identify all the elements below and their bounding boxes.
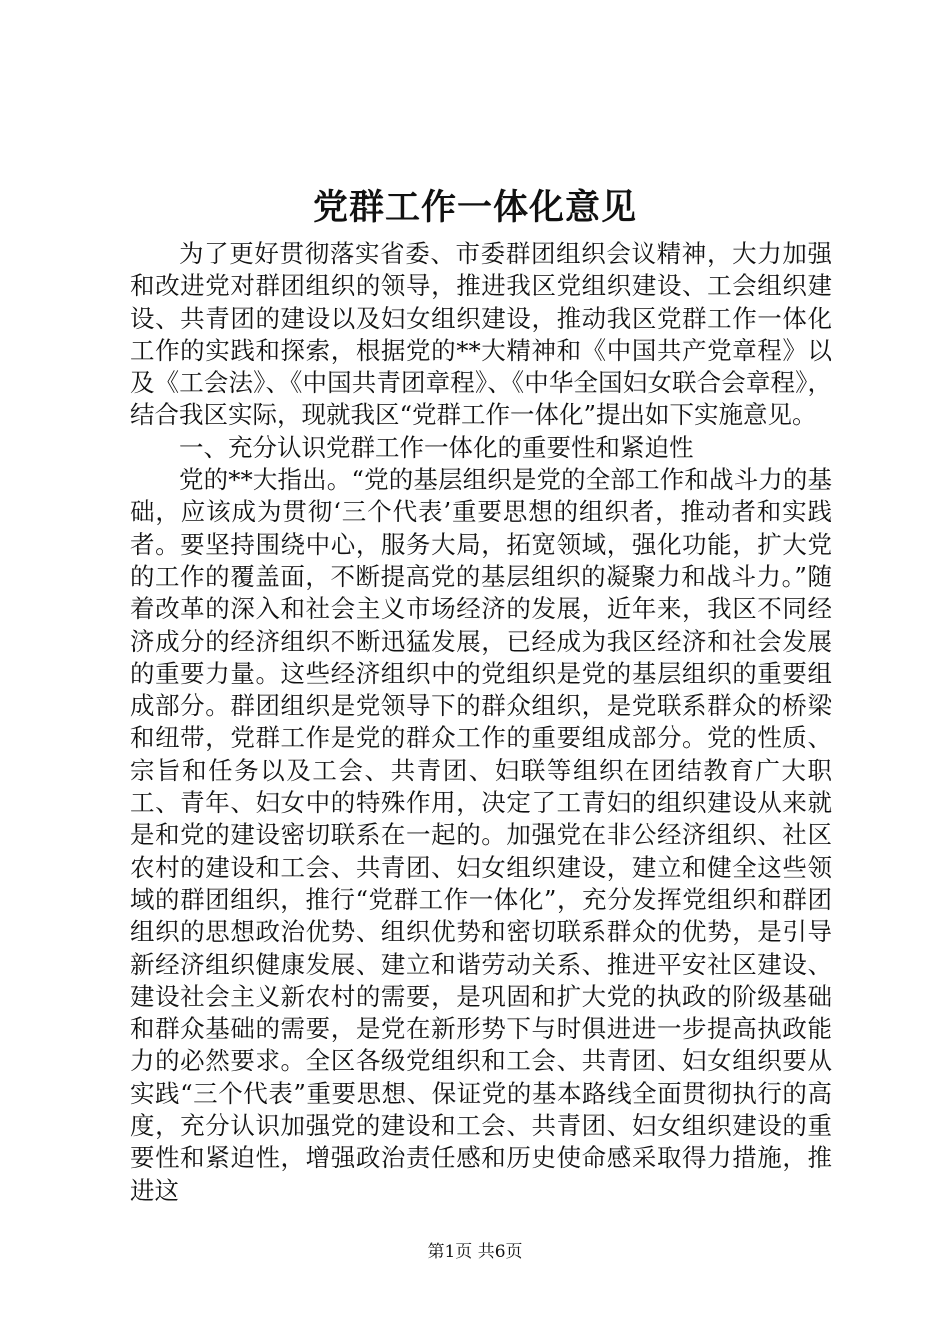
body-paragraph: 党的**大指出。“党的基层组织是党的全部工作和战斗力的基础，应该成为贯彻‘三个代表’重要思想的组织者，推动者和实践者。要坚持围绕中心，服务大局，拓宽领域，强化功能，扩大党的工作的覆盖面，不断提高党的基层组织的凝聚力和战斗力。”随着改革的深入和社会主义市场经济的发展，近年来，我区不同经济成分的经济组织不断迅猛发展，已经成为我区经济和社会发展的重要力量。这些经济组织中的党组织是党的基层组织的重要组成部分。群团组织是党领导下的群众组织，是党联系群众的桥梁和纽带，党群工作是党的群众工作的重要组成部分。党的性质、宗旨和任务以及工会、共青团、妇联等组织在团结教育广大职工、青年、妇女中的特殊作用，决定了工青妇的组织建设从来就是和党的建设密切联系在一起的。加强党在非公经济组织、社区农村的建设和工会、共青团、妇女组织建设，建立和健全这些领域的群团组织，推行“党群工作一体化”，充分发挥党组织和群团组织的思想政治优势、组织优势和密切联系群众的优势，是引导新经济组织健康发展、建立和谐劳动关系、推进平安社区建设、建设社会主义新农村的需要，是巩固和扩大党的执政的阶级基础和群众基础的需要，是党在新形势下与时俱进进一步提高执政能力的必然要求。全区各级党组织和工会、共青团、妇女组织要从实践“三个代表”重要思想、保证党的基本路线全面贯彻执行的高度，充分认识加强党的建设和工会、共青团、妇女组织建设的重要性和紧迫性，增强政治责任感和历史使命感采取得力措施，推进这	[130, 465, 832, 1205]
section-heading: 一、充分认识党群工作一体化的重要性和紧迫性	[179, 432, 694, 462]
document-title: 党群工作一体化意见	[312, 187, 637, 228]
document-body	[130, 238, 832, 1207]
page-number-footer: 第1页 共6页	[427, 1242, 523, 1262]
intro-paragraph: 为了更好贯彻落实省委、市委群团组织会议精神，大力加强和改进党对群团组织的领导，推进我区党组织建设、工会组织建设、共青团的建设以及妇女组织建设，推动我区党群工作一体化工作的实践和探索，根据党的**大精神和《中国共产党章程》以及《工会法》、《中国共青团章程》、《中华全国妇女联合会章程》，结合我区实际，现就我区“党群工作一体化”提出如下实施意见。	[130, 239, 832, 430]
